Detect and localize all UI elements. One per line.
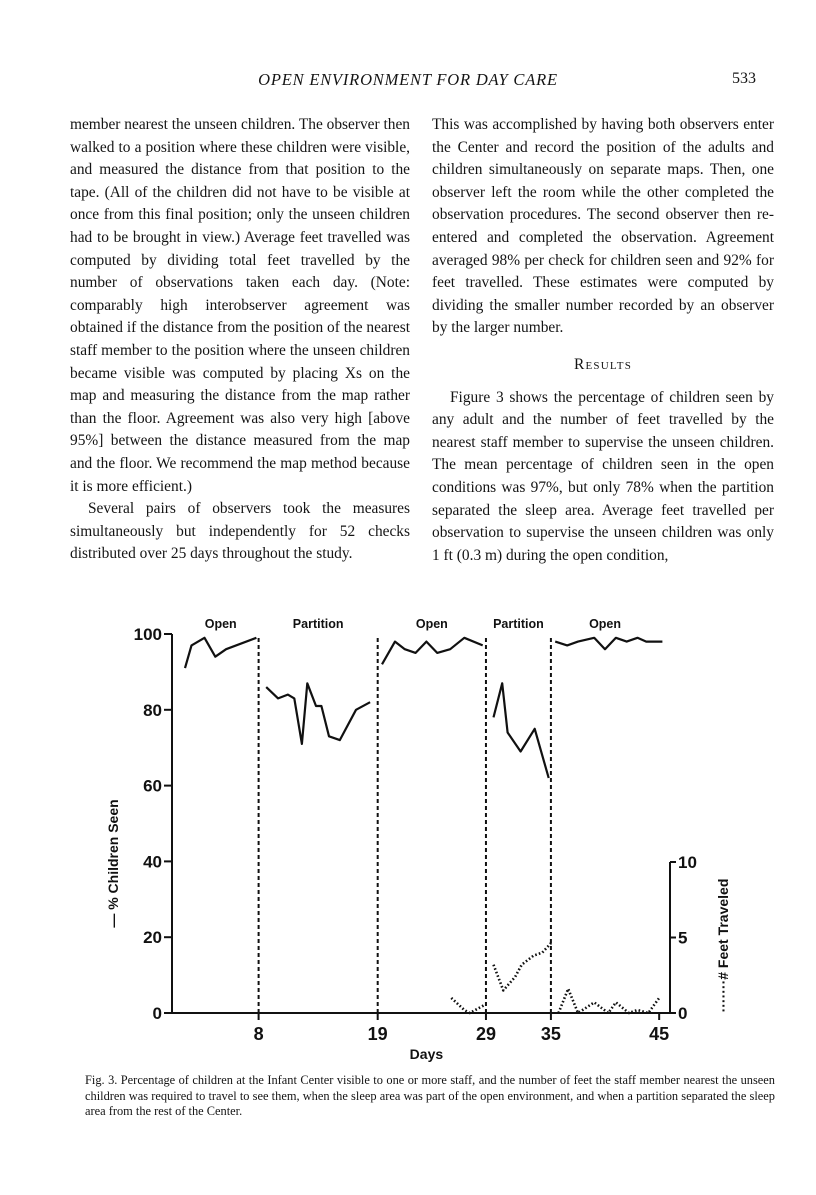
right-paragraph-2: Figure 3 shows the percentage of children seen by any adult and the number of feet travelled by the nearest staff member to supervise the unseen children. The mean percentage of children seen in the open conditions was 97%, but only 78% when the partition separated the sleep area. Average feet travelled per observation to supervise the unseen children was only 1 ft (0.3 m) during the open condition, (432, 388, 774, 564)
right-column (432, 114, 774, 567)
line-chart (80, 610, 780, 1070)
feet-traveled-line (451, 998, 484, 1013)
phase-label: Partition (493, 617, 544, 631)
children-seen-line (555, 638, 662, 649)
section-heading-results: Results (573, 355, 633, 373)
x-tick-label: 19 (367, 1024, 388, 1044)
y-left-tick-label: 20 (143, 928, 162, 948)
figure-3 (80, 610, 780, 1070)
y-left-tick-label: 40 (143, 852, 162, 872)
x-axis-label: Days (409, 1046, 444, 1062)
y-axis-label-right: ·······# Feet Traveled (715, 878, 731, 1013)
phase-label: Open (415, 617, 448, 631)
left-paragraph-1: member nearest the unseen children. The observer then walked to a position where these children were visible, and measured the distance from that position to the tape. (All of the children did not have to be visible at once from this final position; only the unseen children had to be brought in view.) Average feet travelled was computed by dividing total feet travelled by the number of observations taken each day. (Note: comparably high interobserver agreement was obtained if the distance from the position of the nearest staff member to the position where the unseen children became visible was computed by placing Xs on the map and measuring the distance from the map rather than the floor. Agreement was also very high [above 95%] between the distance measured from the map and the floor. We recommend the map method because it is more efficient.) (70, 116, 410, 495)
feet-traveled-line (494, 942, 553, 990)
y-left-tick-label: 0 (152, 1004, 162, 1023)
left-paragraph-2: Several pairs of observers took the measures simultaneously but independently for 52 checks distributed over 25 days throughout the study. (70, 500, 410, 563)
y-right-tick-label: 0 (678, 1004, 688, 1023)
children-seen-line (185, 638, 256, 668)
left-column (70, 114, 410, 566)
y-axis-label-left: — % Children Seen (105, 799, 121, 928)
running-head (0, 70, 816, 94)
y-left-tick-label: 80 (143, 700, 162, 720)
page-number: 533 (732, 70, 756, 87)
y-right-tick-label: 5 (678, 928, 688, 948)
y-left-tick-label: 100 (133, 625, 162, 644)
children-seen-line (382, 638, 483, 665)
y-left-tick-label: 60 (143, 776, 162, 796)
phase-label: Partition (292, 617, 344, 631)
y-right-tick-label: 10 (678, 853, 697, 872)
x-tick-label: 29 (475, 1024, 496, 1044)
phase-label: Open (589, 617, 622, 631)
children-seen-line (266, 683, 370, 744)
running-title: OPEN ENVIRONMENT FOR DAY CARE (258, 70, 558, 89)
figure-caption: Fig. 3. Percentage of children at the Infant Center visible to one or more staff, and the number of feet the staff member nearest the unseen children was required to travel to see them, when the sleep area was part of the open environment, and when a partition separated the sleep area from the rest of the Center. (85, 1073, 775, 1119)
feet-traveled-line (559, 989, 660, 1013)
x-tick-label: 8 (253, 1024, 264, 1044)
x-tick-label: 45 (649, 1024, 670, 1044)
x-tick-label: 35 (540, 1024, 561, 1044)
right-paragraph-1: This was accomplished by having both observers enter the Center and record the position of the adults and children simultaneously on separate maps. Then, one observer left the room while the other completed the observation procedures. The second observer then re-entered and completed the observation. Agreement averaged 98% per check for children seen and 92% for feet travelled. These estimates were computed by dividing the smaller number recorded by an observer by the larger number. (432, 116, 774, 337)
children-seen-line (494, 683, 549, 778)
phase-label: Open (204, 617, 237, 631)
